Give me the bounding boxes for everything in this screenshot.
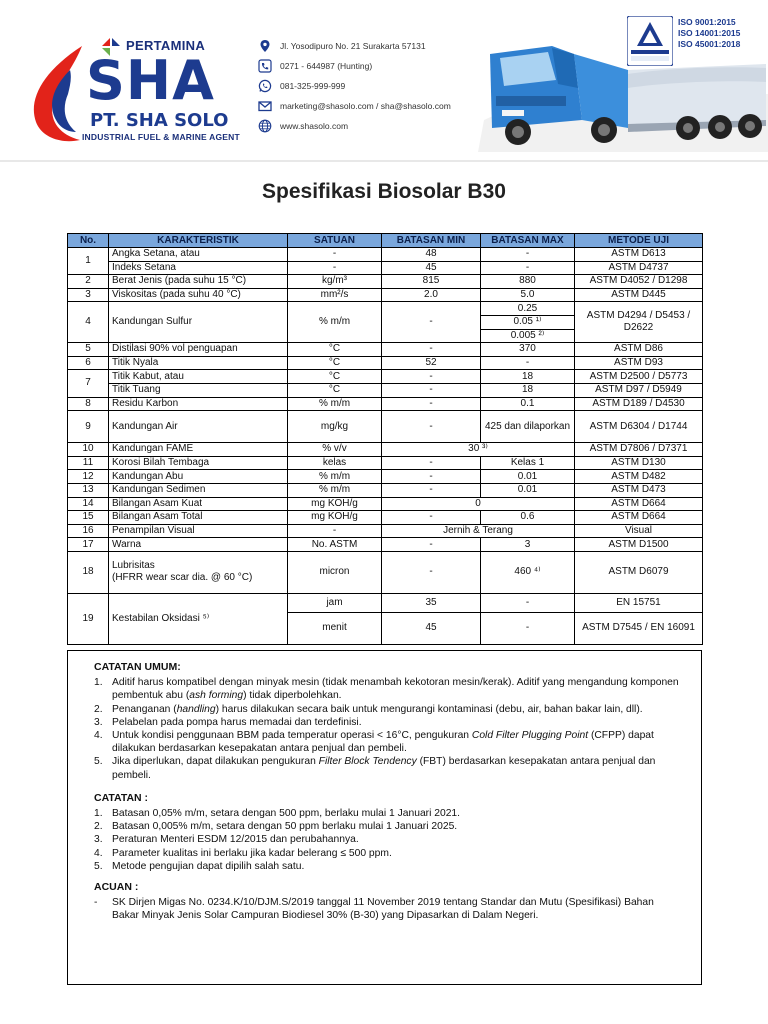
letterhead — [0, 0, 768, 160]
note-text: Aditif harus kompatibel dengan minyak mesin (tidak menambah kekotoran mesin/kerak). Aditif yang mengandung komponen pembentuk abu ( — [112, 677, 679, 702]
cell-method: ASTM D7806 / D7371 — [575, 443, 703, 457]
table-row — [68, 411, 703, 443]
footnotes-title: CATATAN : — [94, 791, 149, 804]
list-item — [94, 820, 679, 833]
whatsapp-icon — [258, 79, 280, 93]
note-text: Metode pengujian dapat dipilih salah satu. — [112, 860, 305, 872]
cell-method: ASTM D2500 / D5773 — [575, 370, 703, 384]
item-bullet: - — [94, 897, 98, 909]
cell-characteristic: Distilasi 90% vol penguapan — [109, 343, 288, 357]
note-italic: Cold Filter Plugging Point — [471, 730, 589, 742]
cell-no: 7 — [68, 370, 109, 397]
cell-min: - — [382, 456, 481, 470]
table-row — [68, 470, 703, 484]
table-row — [68, 248, 703, 262]
contact-web — [258, 116, 488, 136]
cell-unit: menit — [288, 612, 382, 644]
cell-no: 5 — [68, 343, 109, 357]
cell-max: 5.0 — [481, 288, 575, 302]
cell-unit: mg KOH/g — [288, 511, 382, 525]
note-text: Penanganan ( — [112, 703, 177, 715]
cell-method: ASTM D664 — [575, 511, 703, 525]
brand-tagline-text: INDUSTRIAL FUEL & MARINE AGENT — [82, 132, 240, 142]
cell-method: ASTM D482 — [575, 470, 703, 484]
globe-icon — [258, 119, 280, 133]
characteristic-line: (HFRR wear scar dia. @ 60 °C) — [112, 572, 253, 584]
table-header-row — [68, 234, 703, 248]
general-notes-list — [94, 676, 679, 782]
cell-max: - — [481, 612, 575, 644]
cell-no: 4 — [68, 302, 109, 343]
col-header-characteristic: KARAKTERISTIK — [109, 234, 288, 248]
cell-method: ASTM D1500 — [575, 538, 703, 552]
cell-min: - — [382, 343, 481, 357]
cell-max: - — [481, 593, 575, 612]
item-number: 5. — [94, 860, 103, 872]
cell-method: ASTM D4294 / D5453 / D2622 — [575, 302, 703, 343]
cell-min-max-merged: Jernih & Terang — [382, 524, 575, 538]
spacer — [94, 873, 679, 881]
cell-min: - — [382, 411, 481, 443]
note-text: (FBT) berdasarkan kesepakatan antara penjual dan pembeli. — [112, 756, 656, 781]
cell-min: - — [382, 470, 481, 484]
cell-min: - — [382, 302, 481, 343]
note-text: (CFPP) dapat dilakukan berdasarkan kesepakatan antara penjual dan pembeli. — [112, 730, 654, 755]
col-header-method: METODE UJI — [575, 234, 703, 248]
cell-min: - — [382, 397, 481, 411]
cell-unit: °C — [288, 383, 382, 397]
cell-unit: mg KOH/g — [288, 497, 382, 511]
cell-characteristic: Titik Nyala — [109, 356, 288, 370]
cell-unit: °C — [288, 343, 382, 357]
cell-no: 12 — [68, 470, 109, 484]
cell-characteristic: Kandungan Abu — [109, 470, 288, 484]
table-row — [68, 483, 703, 497]
cell-max: 460 ⁴⁾ — [481, 551, 575, 593]
note-italic: handling — [176, 703, 216, 715]
cell-no: 18 — [68, 551, 109, 593]
cell-unit: % m/m — [288, 397, 382, 411]
cell-method: ASTM D6304 / D1744 — [575, 411, 703, 443]
iso-45001: ISO 45001:2018 — [678, 39, 741, 49]
item-number: 1. — [94, 677, 103, 689]
table-row — [68, 524, 703, 538]
phone-text: 0271 - 644987 (Hunting) — [280, 61, 373, 71]
cell-method: EN 15751 — [575, 593, 703, 612]
cell-characteristic: Bilangan Asam Kuat — [109, 497, 288, 511]
item-number: 3. — [94, 716, 103, 728]
cell-characteristic — [109, 551, 288, 593]
cell-characteristic: Warna — [109, 538, 288, 552]
list-item — [94, 676, 679, 702]
cell-method: ASTM D445 — [575, 288, 703, 302]
cell-min: - — [382, 538, 481, 552]
cell-characteristic: Angka Setana, atau — [109, 248, 288, 262]
mobile-text: 081-325-999-999 — [280, 81, 346, 91]
cell-method: ASTM D664 — [575, 497, 703, 511]
cell-min: - — [382, 511, 481, 525]
cell-no: 2 — [68, 275, 109, 289]
cell-min: 35 — [382, 593, 481, 612]
flame-logo-icon — [22, 42, 96, 146]
cell-characteristic: Viskositas (pada suhu 40 °C) — [109, 288, 288, 302]
list-item — [94, 755, 679, 781]
iso-14001: ISO 14001:2015 — [678, 28, 741, 38]
cell-unit: No. ASTM — [288, 538, 382, 552]
list-item — [94, 703, 679, 716]
cell-max: 0.1 — [481, 397, 575, 411]
email-icon — [258, 99, 280, 113]
table-row — [68, 511, 703, 525]
phone-icon — [258, 59, 280, 73]
contact-address — [258, 36, 488, 56]
cell-unit: °C — [288, 356, 382, 370]
list-item — [94, 860, 679, 873]
cell-unit: % m/m — [288, 470, 382, 484]
cell-no: 16 — [68, 524, 109, 538]
table-row — [68, 370, 703, 384]
cell-unit: °C — [288, 370, 382, 384]
cell-characteristic: Berat Jenis (pada suhu 15 °C) — [109, 275, 288, 289]
cell-min: - — [382, 551, 481, 593]
list-item — [94, 847, 679, 860]
footnotes-list — [94, 807, 679, 873]
cell-unit: % v/v — [288, 443, 382, 457]
note-text: Jika diperlukan, dapat dilakukan pengukuran — [112, 756, 319, 768]
cell-max: 18 — [481, 383, 575, 397]
cell-method: ASTM D4052 / D1298 — [575, 275, 703, 289]
note-text: ) harus dilakukan secara baik untuk mengurangi kontaminasi (debu, air, bahan bakar lain, dll). — [215, 703, 643, 715]
cell-max: - — [481, 248, 575, 262]
cell-method: ASTM D4737 — [575, 261, 703, 275]
cell-no: 13 — [68, 483, 109, 497]
cell-max: 425 dan dilaporkan — [481, 411, 575, 443]
cell-min: - — [382, 383, 481, 397]
cell-method: ASTM D130 — [575, 456, 703, 470]
list-item — [94, 716, 679, 729]
cell-max: 18 — [481, 370, 575, 384]
cell-max: 370 — [481, 343, 575, 357]
spacer — [94, 782, 679, 792]
cell-no: 10 — [68, 443, 109, 457]
item-number: 3. — [94, 834, 103, 846]
cell-min: - — [382, 370, 481, 384]
contact-phone — [258, 56, 488, 76]
cell-method: ASTM D86 — [575, 343, 703, 357]
characteristic-line: Lubrisitas — [112, 560, 155, 572]
cell-characteristic: Korosi Bilah Tembaga — [109, 456, 288, 470]
cell-no: 8 — [68, 397, 109, 411]
note-text: Batasan 0,05% m/m, setara dengan 500 ppm, berlaku mulai 1 Januari 2021. — [112, 808, 461, 820]
address-text: Jl. Yosodipuro No. 21 Surakarta 57131 — [280, 41, 426, 51]
list-item — [94, 729, 679, 755]
cell-max: 0.01 — [481, 470, 575, 484]
cell-method: ASTM D473 — [575, 483, 703, 497]
item-number: 1. — [94, 808, 103, 820]
cell-max: 0.005 ²⁾ — [481, 329, 575, 343]
cell-characteristic: Titik Kabut, atau — [109, 370, 288, 384]
cell-method: ASTM D7545 / EN 16091 — [575, 612, 703, 644]
contact-block — [258, 36, 488, 136]
cell-max: 0.01 — [481, 483, 575, 497]
brand-top-text: PERTAMINA — [126, 38, 206, 53]
cell-unit: - — [288, 524, 382, 538]
reference-title: ACUAN : — [94, 881, 139, 894]
table-row — [68, 593, 703, 612]
cell-method: ASTM D189 / D4530 — [575, 397, 703, 411]
company-logo — [22, 18, 242, 142]
cell-no: 19 — [68, 593, 109, 644]
cell-min: 815 — [382, 275, 481, 289]
cell-no: 14 — [68, 497, 109, 511]
email-text[interactable]: marketing@shasolo.com / sha@shasolo.com — [280, 101, 451, 111]
col-header-max: BATASAN MAX — [481, 234, 575, 248]
table-row — [68, 275, 703, 289]
contact-email — [258, 96, 488, 116]
cell-unit: - — [288, 248, 382, 262]
location-pin-icon — [258, 39, 280, 53]
note-text: ) tidak diperbolehkan. — [243, 690, 342, 702]
cell-max: Kelas 1 — [481, 456, 575, 470]
cell-method: ASTM D97 / D5949 — [575, 383, 703, 397]
table-row — [68, 383, 703, 397]
col-header-no: No. — [68, 234, 109, 248]
iso-9001: ISO 9001:2015 — [678, 17, 736, 27]
table-row — [68, 261, 703, 275]
cell-unit: kelas — [288, 456, 382, 470]
col-header-unit: SATUAN — [288, 234, 382, 248]
tuv-certification-icon — [627, 16, 673, 66]
iso-certifications — [678, 17, 740, 50]
cell-no: 9 — [68, 411, 109, 443]
cell-min: 45 — [382, 261, 481, 275]
cell-max: 0.6 — [481, 511, 575, 525]
cell-max: 880 — [481, 275, 575, 289]
note-italic: ash forming — [189, 690, 244, 702]
cell-max: - — [481, 261, 575, 275]
cell-characteristic: Titik Tuang — [109, 383, 288, 397]
cell-max: 0.25 — [481, 302, 575, 316]
table-row — [68, 497, 703, 511]
item-number: 4. — [94, 847, 103, 859]
brand-company-text: PT. SHA SOLO — [90, 110, 229, 131]
item-number: 5. — [94, 756, 103, 768]
cell-unit: % m/m — [288, 483, 382, 497]
note-text: Pelabelan pada pompa harus memadai dan terdefinisi. — [112, 716, 362, 728]
table-row — [68, 397, 703, 411]
contact-mobile — [258, 76, 488, 96]
table-row — [68, 443, 703, 457]
cell-method: Visual — [575, 524, 703, 538]
cell-method: ASTM D6079 — [575, 551, 703, 593]
note-text: Untuk kondisi penggunaan BBM pada temperatur operasi < 16°C, pengukuran — [112, 730, 472, 742]
table-row — [68, 551, 703, 593]
table-row — [68, 356, 703, 370]
specification-table — [67, 233, 703, 645]
cell-unit: jam — [288, 593, 382, 612]
general-notes-title: CATATAN UMUM: — [94, 661, 181, 673]
list-item — [94, 833, 679, 846]
cell-no: 6 — [68, 356, 109, 370]
cell-characteristic: Kandungan Sulfur — [109, 302, 288, 343]
reference-list — [94, 896, 679, 922]
cell-characteristic: Kandungan Sedimen — [109, 483, 288, 497]
cell-min: 2.0 — [382, 288, 481, 302]
cell-no: 15 — [68, 511, 109, 525]
cell-no: 1 — [68, 248, 109, 275]
cell-no: 3 — [68, 288, 109, 302]
col-header-min: BATASAN MIN — [382, 234, 481, 248]
cell-characteristic: Indeks Setana — [109, 261, 288, 275]
cell-min: - — [382, 483, 481, 497]
cell-unit: mg/kg — [288, 411, 382, 443]
cell-unit: kg/m³ — [288, 275, 382, 289]
cell-unit: % m/m — [288, 302, 382, 343]
cell-min: 45 — [382, 612, 481, 644]
header-divider — [0, 160, 768, 162]
table-row — [68, 538, 703, 552]
cell-characteristic: Residu Karbon — [109, 397, 288, 411]
note-text: Batasan 0,005% m/m, setara dengan 50 ppm berlaku mulai 1 Januari 2025. — [112, 821, 458, 833]
note-text: Parameter kualitas ini berlaku jika kadar belerang ≤ 500 ppm. — [112, 847, 392, 859]
cell-characteristic: Penampilan Visual — [109, 524, 288, 538]
brand-main-text: SHA — [86, 49, 215, 112]
note-italic: Filter Block Tendency — [318, 756, 417, 768]
cell-characteristic: Kandungan Air — [109, 411, 288, 443]
cell-unit: micron — [288, 551, 382, 593]
page-title: Spesifikasi Biosolar B30 — [262, 180, 506, 203]
table-row — [68, 288, 703, 302]
web-text[interactable]: www.shasolo.com — [280, 121, 349, 131]
cell-unit: - — [288, 261, 382, 275]
list-item — [94, 896, 679, 922]
cell-no: 11 — [68, 456, 109, 470]
cell-characteristic: Kandungan FAME — [109, 443, 288, 457]
item-number: 4. — [94, 730, 103, 742]
item-number: 2. — [94, 703, 103, 715]
cell-min: 52 — [382, 356, 481, 370]
cell-min-max-merged: 0 — [382, 497, 575, 511]
cell-unit: mm²/s — [288, 288, 382, 302]
cell-characteristic: Kestabilan Oksidasi ⁵⁾ — [109, 593, 288, 644]
cell-min-max-merged: 30 ³⁾ — [382, 443, 575, 457]
note-text: Peraturan Menteri ESDM 12/2015 dan perubahannya. — [112, 834, 359, 846]
cell-characteristic: Bilangan Asam Total — [109, 511, 288, 525]
table-row — [68, 343, 703, 357]
notes-box — [67, 650, 702, 985]
cell-min: 48 — [382, 248, 481, 262]
cell-no: 17 — [68, 538, 109, 552]
cell-max: 0.05 ¹⁾ — [481, 315, 575, 329]
cell-method: ASTM D613 — [575, 248, 703, 262]
table-row — [68, 456, 703, 470]
cell-max: 3 — [481, 538, 575, 552]
table-row — [68, 302, 703, 316]
list-item — [94, 807, 679, 820]
cell-max: - — [481, 356, 575, 370]
note-text: SK Dirjen Migas No. 0234.K/10/DJM.S/2019 tanggal 11 November 2019 tentang Standar dan Mutu (Spesifikasi) Bahan Bakar Minyak Jenis Solar Campuran Biodiesel 30% (B-30) yang Dipasarkan di Dalam Negeri. — [112, 897, 654, 922]
cell-method: ASTM D93 — [575, 356, 703, 370]
item-number: 2. — [94, 821, 103, 833]
